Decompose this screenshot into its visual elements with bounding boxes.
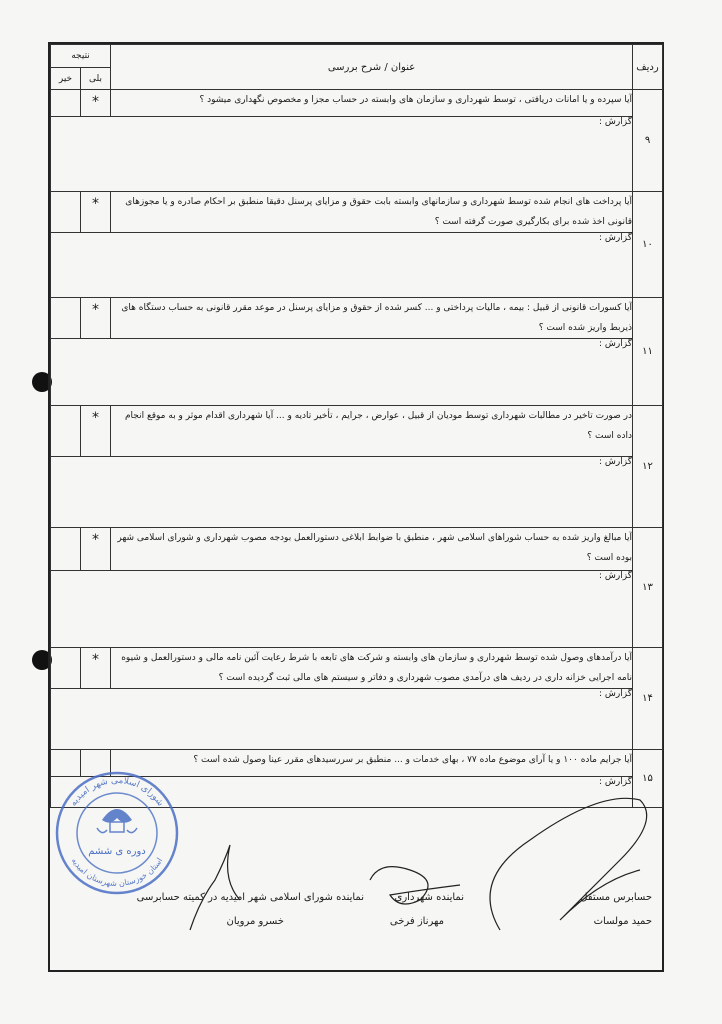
report-row <box>51 117 663 192</box>
row-question: آیا درآمدهای وصول شده توسط شهرداری و سازمان های وابسته و شرکت های تابعه با شرط رعایت آئین نامه مالی و دستورالعمل و شیوه نامه اجرایی خزانه داری در ردیف های درآمدی مصوب شهرداری و دفاتر و سیستم های مالی ثبت گردیده است ؟ <box>111 648 633 689</box>
report-label: گزارش : <box>51 117 633 192</box>
row-number: ۱۵ <box>633 750 663 808</box>
row-number: ۹ <box>633 90 663 192</box>
no-cell <box>51 298 81 339</box>
header-result <box>51 45 111 90</box>
seal-text-bottom: استان خوزستان شهرستان امیدیه <box>69 856 165 889</box>
yes-mark: * <box>81 648 111 689</box>
no-cell <box>51 406 81 457</box>
no-cell <box>51 528 81 571</box>
table-row <box>51 406 663 457</box>
report-label: گزارش : <box>51 777 633 808</box>
row-question: در صورت تاخیر در مطالبات شهرداری توسط مودیان از قبیل ، عوارض ، جرایم ، تأخیر تادیه و ... آیا شهرداری اقدام موثر و به موقع انجام داده است ؟ <box>111 406 633 457</box>
report-row <box>51 457 663 528</box>
seal-emblem-icon <box>97 809 137 833</box>
header-no: خیر <box>51 68 81 89</box>
council-title: نماینده شورای اسلامی شهر امیدیه در کمیته حسابرسی <box>136 892 364 903</box>
header-result-label: نتیجه <box>51 45 110 68</box>
row-question: آیا جرایم ماده ۱۰۰ و یا آرای موضوع ماده ۷۷ ، بهای خدمات و ... منطبق بر سررسیدهای مقرر عینا وصول شده است ؟ <box>111 750 633 777</box>
yes-mark: * <box>81 90 111 117</box>
auditor-title: حسابرس مستقل <box>580 892 652 903</box>
report-label: گزارش : <box>51 339 633 406</box>
seal-text-top: شورای اسلامی شهر امیدیه <box>68 775 166 809</box>
header-radif: ردیف <box>633 45 663 90</box>
report-label: گزارش : <box>51 689 633 750</box>
report-label: گزارش : <box>51 233 633 298</box>
no-cell <box>51 90 81 117</box>
table-row <box>51 528 663 571</box>
seal-text-center: دوره ی ششم <box>88 846 146 857</box>
row-question: آیا پرداخت های انجام شده توسط شهرداری و سازمانهای وابسته بابت حقوق و مزایای پرسنل دقیقا منطبق بر احکام صادره و یا مجوزهای قانونی اخذ شده برای بکارگیری صورت گرفته است ؟ <box>111 192 633 233</box>
yes-mark: * <box>81 528 111 571</box>
row-question: آیا مبالغ واریز شده به حساب شوراهای اسلامی شهر ، منطبق با ضوابط ابلاغی دستورالعمل بودجه مصوب شهرداری و شورای اسلامی شهر بوده است ؟ <box>111 528 633 571</box>
no-cell <box>51 648 81 689</box>
row-number: ۱۰ <box>633 192 663 298</box>
header-row <box>51 45 663 90</box>
row-number: ۱۱ <box>633 298 663 406</box>
row-number: ۱۴ <box>633 648 663 750</box>
council-name: خسرو مرویان <box>226 916 284 927</box>
yes-mark: * <box>81 298 111 339</box>
report-label: گزارش : <box>51 571 633 648</box>
header-title: عنوان / شرح بررسی <box>111 45 633 90</box>
row-question: آیا کسورات قانونی از قبیل : بیمه ، مالیات پرداختی و ... کسر شده از حقوق و مزایای پرسنل در موعد مقرر قانونی به حساب دستگاه های ذیربط واریز شده است ؟ <box>111 298 633 339</box>
row-question: آیا سپرده و یا امانات دریافتی ، توسط شهرداری و سازمان های وابسته در حساب مجزا و مخصوص نگهداری میشود ؟ <box>111 90 633 117</box>
table-row <box>51 298 663 339</box>
municipality-title: نماینده شهرداری <box>394 892 464 903</box>
svg-text:شورای اسلامی شهر امیدیه <box>69 776 166 808</box>
table-row <box>51 90 663 117</box>
audit-checklist-table <box>50 44 663 808</box>
report-row <box>51 571 663 648</box>
header-yes: بلی <box>89 73 102 84</box>
report-row <box>51 339 663 406</box>
council-seal <box>52 768 182 898</box>
row-number: ۱۲ <box>633 406 663 528</box>
report-label: گزارش : <box>51 457 633 528</box>
no-cell <box>51 192 81 233</box>
municipality-name: مهرناز فرخی <box>389 916 444 927</box>
municipality-signature-block <box>390 886 464 934</box>
report-row <box>51 233 663 298</box>
auditor-signature-block <box>580 886 652 934</box>
yes-mark: * <box>81 192 111 233</box>
row-number: ۱۳ <box>633 528 663 648</box>
table-row <box>51 192 663 233</box>
table-row <box>51 648 663 689</box>
yes-mark: * <box>81 406 111 457</box>
auditor-name: حمید مولسات <box>593 916 652 927</box>
report-row <box>51 689 663 750</box>
